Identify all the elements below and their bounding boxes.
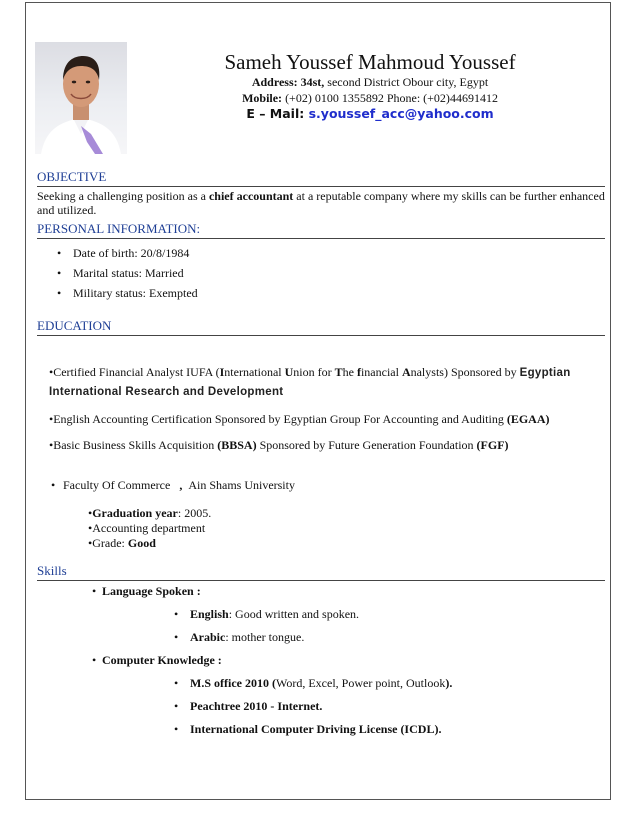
resume-header xyxy=(200,50,540,122)
faculty-name: Faculty Of Commerce xyxy=(63,478,171,492)
bullet: • xyxy=(49,438,54,452)
list-item xyxy=(174,607,359,621)
certificate-bbsa xyxy=(49,436,589,454)
cert-text: Basic Business Skills Acquisition xyxy=(53,438,215,452)
grade-value: Good xyxy=(127,536,156,550)
phone-value: 44691412 xyxy=(449,91,498,105)
bullet: • xyxy=(92,584,97,598)
department xyxy=(88,521,205,535)
certificate-egaa xyxy=(49,410,589,428)
mobile-label: Mobile: xyxy=(242,91,283,105)
language-name: Arabic xyxy=(190,630,226,644)
list-item xyxy=(57,266,184,280)
grad-label: Graduation year xyxy=(92,506,178,520)
computer-heading-text: Computer Knowledge : xyxy=(102,653,222,667)
cert-abbr: (BBSA) xyxy=(217,438,257,452)
bullet: • xyxy=(174,607,179,621)
address-line xyxy=(200,74,540,90)
grad-value: : 2005. xyxy=(177,506,212,520)
bullet: • xyxy=(51,478,56,492)
bullet: • xyxy=(174,722,179,736)
email-label: E – Mail: xyxy=(246,106,305,121)
skills-title: Skills xyxy=(37,563,605,581)
address-value: second District Obour city, Egypt xyxy=(327,75,489,89)
cert-text: nternational xyxy=(224,365,285,379)
skill-text: Word, Excel, Power point, Outlook xyxy=(275,676,446,690)
list-item xyxy=(174,699,322,713)
bullet: • xyxy=(88,521,93,535)
bullet: • xyxy=(49,412,54,426)
cert-text: nalysts) Sponsored by xyxy=(410,365,520,379)
candidate-name: Sameh Youssef Mahmoud Youssef xyxy=(224,50,516,74)
bullet: • xyxy=(57,246,62,260)
cert-text: T xyxy=(334,365,343,379)
cert-text: inancial xyxy=(360,365,402,379)
graduation-year xyxy=(88,506,211,520)
objective-role: chief accountant xyxy=(208,189,294,203)
cert-text: Certified Financial Analyst IUFA ( xyxy=(53,365,220,379)
list-item xyxy=(57,246,189,260)
objective-text xyxy=(37,189,605,217)
military-text: Military status: Exempted xyxy=(73,286,198,300)
language-level: : Good written and spoken. xyxy=(228,607,360,621)
address-label: Address: 34st, xyxy=(251,75,325,89)
language-level: : mother tongue. xyxy=(225,630,305,644)
language-name: English xyxy=(190,607,229,621)
cert-text: f xyxy=(356,365,361,379)
cert-abbr: (EGAA) xyxy=(506,412,550,426)
university-name: Ain Shams University xyxy=(188,478,295,492)
list-item xyxy=(174,722,441,736)
profile-photo xyxy=(35,42,127,154)
cert-text: I xyxy=(219,365,225,379)
cert-text: he xyxy=(342,365,357,379)
list-item xyxy=(174,630,304,644)
list-item xyxy=(174,676,452,690)
language-heading-text: Language Spoken : xyxy=(102,584,201,598)
grade-label: Grade: xyxy=(92,536,128,550)
bullet: • xyxy=(174,676,179,690)
objective-text-start: Seeking a challenging position as a xyxy=(37,189,206,203)
education-title: EDUCATION xyxy=(37,318,605,336)
marital-text: Marital status: Married xyxy=(73,266,184,280)
cert-text: English Accounting Certification Sponsored by Egyptian Group For Accounting and Auditing xyxy=(53,412,504,426)
skill-text: International Computer Driving License (ICDL). xyxy=(190,722,442,736)
skill-text: ). xyxy=(445,676,453,690)
mobile-value: 0100 1355892 Phone: xyxy=(314,91,421,105)
bullet: • xyxy=(88,536,93,550)
mobile-line xyxy=(200,90,540,106)
faculty-line xyxy=(51,478,295,492)
dob-text: Date of birth: 20/8/1984 xyxy=(73,246,190,260)
bullet: • xyxy=(92,653,97,667)
email-line xyxy=(200,106,540,122)
bullet: • xyxy=(49,365,54,379)
bullet: • xyxy=(57,266,62,280)
cert-sponsor: Egyptian International Research and Development xyxy=(49,367,571,398)
cert-text: U xyxy=(284,365,294,379)
objective-text-end: at a reputable company where my skills can be further enhanced and utilized. xyxy=(37,189,605,217)
cert-abbr: (FGF) xyxy=(476,438,509,452)
language-heading xyxy=(92,584,201,598)
faculty-comma: , xyxy=(179,478,183,492)
personal-info-title: PERSONAL INFORMATION: xyxy=(37,221,605,239)
list-item xyxy=(57,286,198,300)
mobile-prefix: (+02) xyxy=(285,91,312,105)
bullet: • xyxy=(88,506,93,520)
skill-text: Peachtree 2010 - Internet. xyxy=(190,699,323,713)
cert-text: Sponsored by Future Generation Foundation xyxy=(259,438,474,452)
bullet: • xyxy=(174,630,179,644)
skill-text: M.S office 2010 ( xyxy=(190,676,276,690)
objective-title: OBJECTIVE xyxy=(37,169,605,187)
bullet: • xyxy=(174,699,179,713)
grade xyxy=(88,536,156,550)
department-text: Accounting department xyxy=(92,521,206,535)
cert-text: A xyxy=(401,365,411,379)
bullet: • xyxy=(57,286,62,300)
computer-heading xyxy=(92,653,222,667)
cert-text: nion for xyxy=(293,365,335,379)
phone-prefix: (+02) xyxy=(423,91,450,105)
certificate-iufa xyxy=(49,363,589,401)
email-link[interactable]: s.youssef_acc@yahoo.com xyxy=(308,106,494,121)
